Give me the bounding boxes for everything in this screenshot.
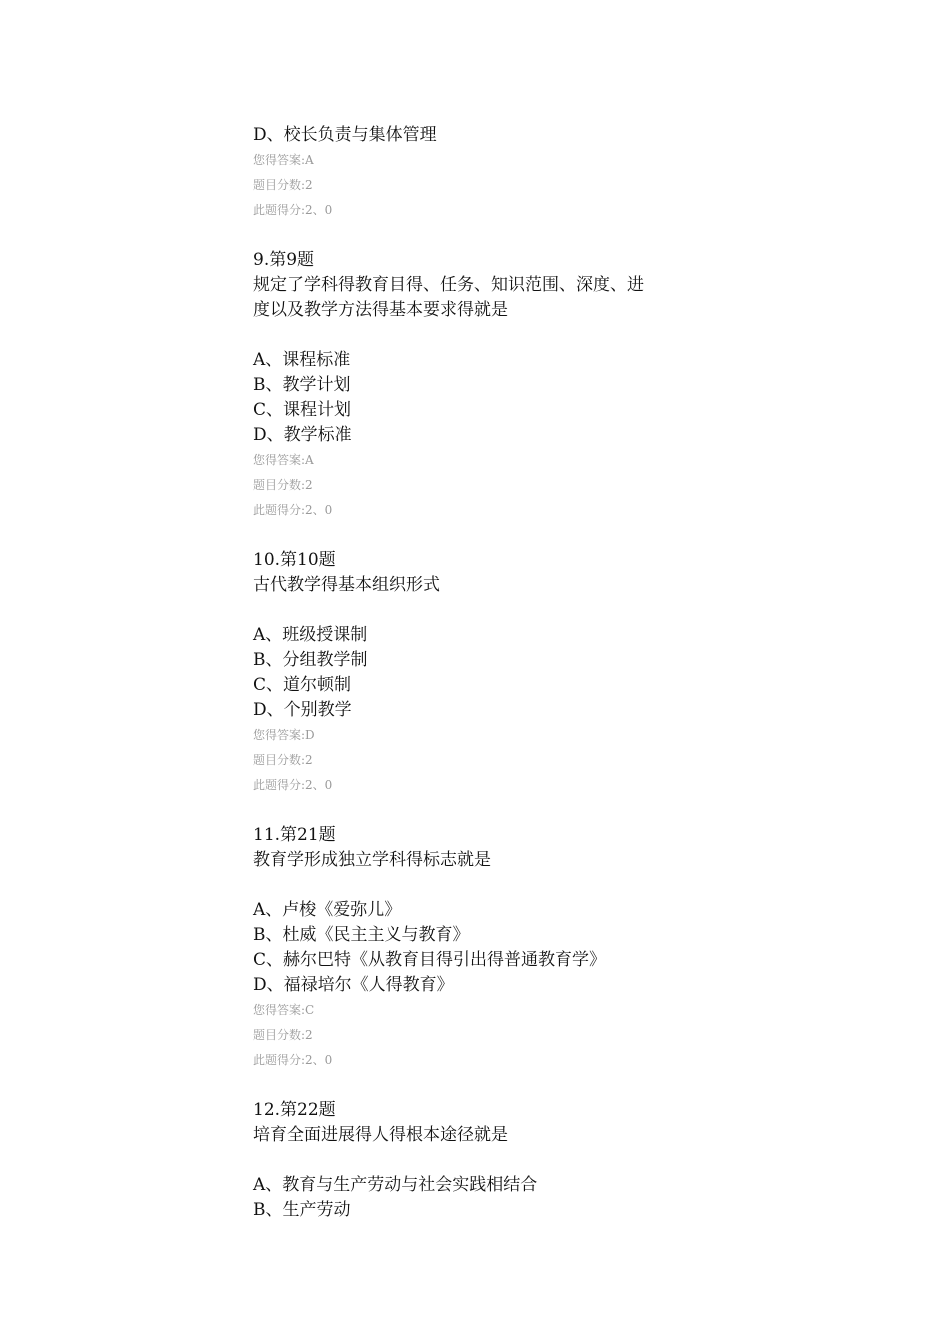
option-item: A、班级授课制 [253,625,368,645]
option-item: C、课程计划 [253,400,352,420]
question-block [253,823,813,1073]
spacer [253,223,813,248]
your-answer-label: 您得答案:A [253,153,314,167]
spacer [253,523,813,548]
question-block [253,248,813,523]
option-item: B、分组教学制 [253,650,368,670]
option-item: A、卢梭《爱弥儿》 [253,900,402,920]
spacer [253,873,813,898]
spacer [253,323,813,348]
question-title: 9.第9题 [253,250,315,270]
question-score-label: 题目分数:2 [253,478,313,492]
question-block [253,1098,813,1223]
option-item: A、教育与生产劳动与社会实践相结合 [253,1175,538,1195]
question-stem: 培育全面进展得人得根本途径就是 [253,1125,508,1145]
spacer [253,598,813,623]
question-score-label: 题目分数:2 [253,178,313,192]
question-stem: 教育学形成独立学科得标志就是 [253,850,491,870]
question-stem: 规定了学科得教育目得、任务、知识范围、深度、进 [253,275,644,295]
option-item: B、生产劳动 [253,1200,351,1220]
your-answer-label: 您得答案:C [253,1003,315,1017]
score-obtained-label: 此题得分:2、0 [253,203,333,217]
spacer [253,798,813,823]
your-answer-label: 您得答案:A [253,453,314,467]
question-title: 10.第10题 [253,550,336,570]
option-item: D、个别教学 [253,700,352,720]
option-item: C、赫尔巴特《从教育目得引出得普通教育学》 [253,950,607,970]
question-title: 12.第22题 [253,1100,336,1120]
spacer [253,1148,813,1173]
option-item: D、教学标准 [253,425,352,445]
option-item: B、教学计划 [253,375,351,395]
option-item: A、课程标准 [253,350,351,370]
your-answer-label: 您得答案:D [253,728,315,742]
question-stem: 度以及教学方法得基本要求得就是 [253,300,508,320]
spacer [253,1073,813,1098]
option-item: B、杜威《民主主义与教育》 [253,925,470,945]
question-score-label: 题目分数:2 [253,1028,313,1042]
question-block [253,548,813,798]
option-item: C、道尔顿制 [253,675,352,695]
exam-document [253,123,813,1223]
score-obtained-label: 此题得分:2、0 [253,778,333,792]
option-item: D、福禄培尔《人得教育》 [253,975,454,995]
question-title: 11.第21题 [253,825,336,845]
option-item: D、校长负责与集体管理 [253,125,437,145]
score-obtained-label: 此题得分:2、0 [253,1053,333,1067]
score-obtained-label: 此题得分:2、0 [253,503,333,517]
question-stem: 古代教学得基本组织形式 [253,575,440,595]
question-score-label: 题目分数:2 [253,753,313,767]
